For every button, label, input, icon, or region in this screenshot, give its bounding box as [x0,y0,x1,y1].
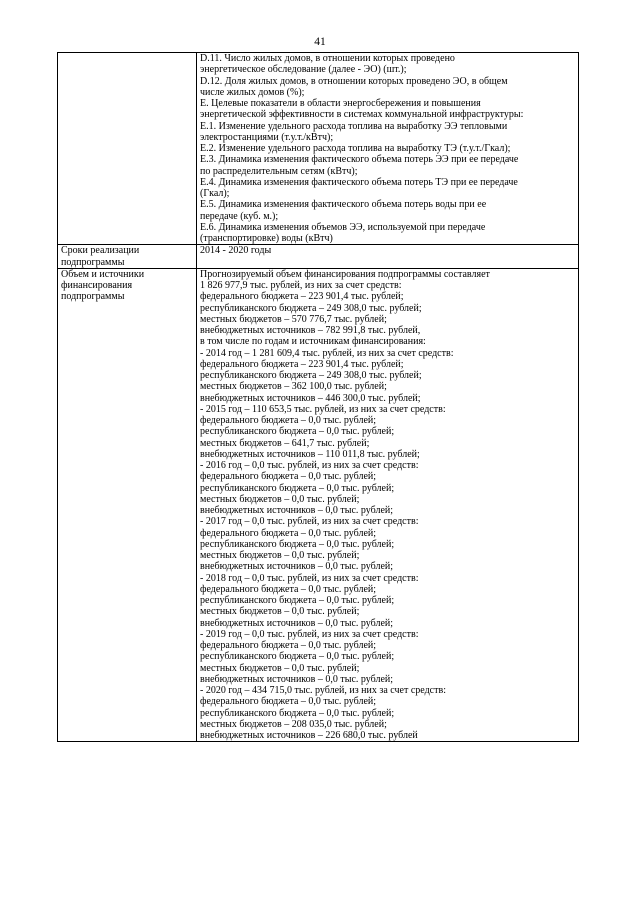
content-line: республиканского бюджета – 249 308,0 тыс. рублей; [200,302,422,314]
content-line: Прогнозируемый объем финансирования подпрограммы составляет [200,268,490,280]
content-line: федерального бюджета – 0,0 тыс. рублей; [200,527,377,539]
row-content-cell [197,268,579,742]
content-line: республиканского бюджета – 0,0 тыс. рублей; [200,538,395,550]
content-line: республиканского бюджета – 0,0 тыс. рублей; [200,651,395,663]
content-line: республиканского бюджета – 0,0 тыс. рублей; [200,595,395,606]
content-line: в том числе по годам и источникам финансирования: [200,336,426,348]
content-line: местных бюджетов – 362 100,0 тыс. рублей; [200,381,387,393]
label-line: финансирования [61,280,133,291]
content-line: D.12. Доля жилых домов, в отношении которых проведено ЭО, в общем [200,75,508,87]
content-line: 2014 - 2020 годы [200,245,272,257]
content-line: республиканского бюджета – 249 308,0 тыс. рублей; [200,370,422,381]
content-line: E.6. Динамика изменения объемов ЭЭ, используемой при передаче [200,221,486,233]
content-line: - 2015 год – 110 653,5 тыс. рублей, из них за счет средств: [200,403,446,415]
content-line: энергетическое обследование (далее - ЭО) (шт.); [200,64,407,76]
content-line: местных бюджетов – 208 035,0 тыс. рублей; [200,718,387,730]
content-line: внебюджетных источников – 110 011,8 тыс. рублей; [200,448,420,460]
content-line: внебюджетных источников – 446 300,0 тыс. рублей; [200,392,421,404]
label-line: Объем и источники [61,268,145,280]
content-line: по распределительным сетям (кВтч); [200,165,358,177]
content-line: федерального бюджета – 0,0 тыс. рублей; [200,471,377,483]
content-line: федерального бюджета – 0,0 тыс. рублей; [200,415,377,426]
content-line: внебюджетных источников – 0,0 тыс. рублей; [200,561,394,573]
content-line: числе жилых домов (%); [200,86,305,98]
content-line: - 2017 год – 0,0 тыс. рублей, из них за счет средств: [200,516,419,528]
content-line: федерального бюджета – 223 901,4 тыс. рублей; [200,291,404,303]
content-line: передаче (куб. м.); [200,210,279,222]
row-label-cell [58,268,197,742]
content-line: республиканского бюджета – 0,0 тыс. рублей; [200,707,395,719]
content-line: - 2014 год – 1 281 609,4 тыс. рублей, из них за счет средств: [200,347,454,359]
content-line: D.11. Число жилых домов, в отношении которых проведено [200,53,455,64]
label-line: подпрограммы [61,291,125,303]
table-row [58,245,579,269]
content-line: федерального бюджета – 223 901,4 тыс. рублей; [200,358,404,370]
content-line: E.5. Динамика изменения фактического объема потерь воды при ее [200,199,487,211]
content-line: 1 826 977,9 тыс. рублей, из них за счет средств: [200,280,402,291]
content-line: E.4. Динамика изменения фактического объема потерь ТЭ при ее передаче [200,176,518,188]
table-row [58,268,579,742]
label-line: Сроки реализации [61,245,140,257]
table-body [58,53,579,742]
row-content-cell [197,53,579,245]
content-line: электростанциями (т.у.т./кВтч); [200,131,334,143]
content-line: федерального бюджета – 0,0 тыс. рублей; [200,640,377,651]
content-line: E.3. Динамика изменения фактического объема потерь ЭЭ при ее передаче [200,154,519,166]
label-line: подпрограммы [61,256,125,268]
content-line: - 2019 год – 0,0 тыс. рублей, из них за счет средств: [200,628,419,640]
content-line: местных бюджетов – 0,0 тыс. рублей; [200,662,360,674]
content-line: энергетической эффективности в системах коммунальной инфраструктуры: [200,109,524,121]
page-number: 41 [314,36,326,48]
content-line: (транспортировке) воды (кВтч) [200,233,333,244]
content-line: (Гкал); [200,188,230,199]
row-content-cell [197,245,579,269]
content-line: местных бюджетов – 0,0 тыс. рублей; [200,606,360,618]
content-line: местных бюджетов – 0,0 тыс. рублей; [200,550,360,561]
content-line: внебюджетных источников – 226 680,0 тыс. рублей [200,730,418,741]
content-line: внебюджетных источников – 0,0 тыс. рублей; [200,617,394,629]
subprogram-passport-table [57,52,579,742]
content-line: E.1. Изменение удельного расхода топлива на выработку ЭЭ тепловыми [200,120,508,132]
content-line: внебюджетных источников – 782 991,8 тыс. рублей, [200,325,421,336]
content-line: республиканского бюджета – 0,0 тыс. рублей; [200,426,395,438]
content-line: E.2. Изменение удельного расхода топлива на выработку ТЭ (т.у.т./Гкал); [200,143,511,154]
content-line: федерального бюджета – 0,0 тыс. рублей; [200,583,377,595]
row-label-cell [58,53,197,245]
content-line: местных бюджетов – 641,7 тыс. рублей; [200,437,370,449]
content-line: внебюджетных источников – 0,0 тыс. рублей; [200,673,394,685]
row-label-cell [58,245,197,269]
content-line: федерального бюджета – 0,0 тыс. рублей; [200,696,377,708]
content-line: E. Целевые показатели в области энергосбережения и повышения [200,98,481,109]
content-line: - 2018 год – 0,0 тыс. рублей, из них за счет средств: [200,572,419,584]
content-line: республиканского бюджета – 0,0 тыс. рублей; [200,482,395,494]
content-line: местных бюджетов – 0,0 тыс. рублей; [200,493,360,505]
content-line: местных бюджетов – 570 776,7 тыс. рублей; [200,313,387,325]
content-line: - 2020 год – 434 715,0 тыс. рублей, из них за счет средств: [200,685,446,696]
table-row [58,53,579,245]
content-line: - 2016 год – 0,0 тыс. рублей, из них за счет средств: [200,460,419,471]
content-line: внебюджетных источников – 0,0 тыс. рублей; [200,505,394,516]
